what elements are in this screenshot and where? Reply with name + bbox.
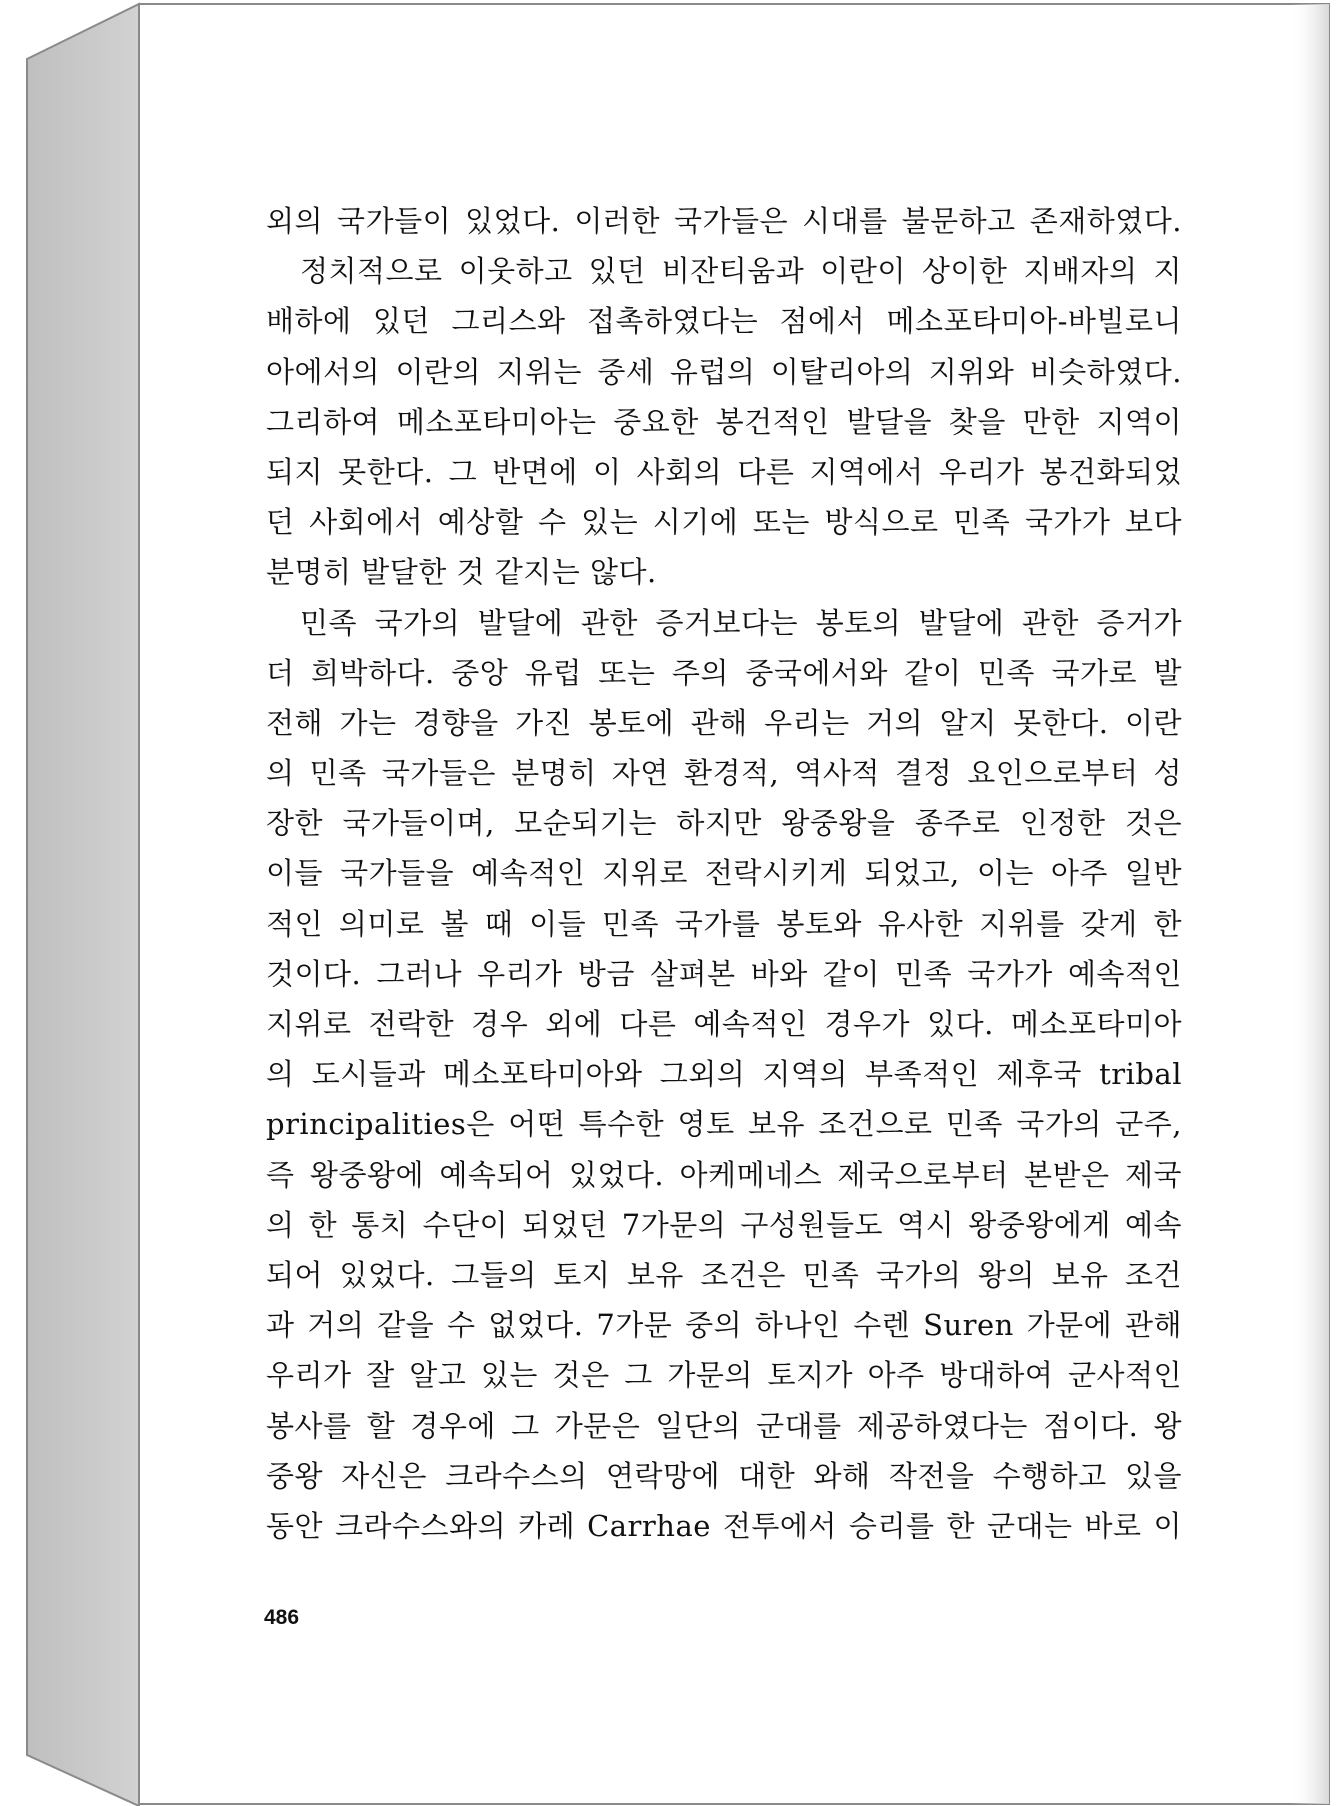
text-line: 동안 크라수스와의 카레 Carrhae 전투에서 승리를 한 군대는 바로 이: [266, 1508, 1182, 1543]
text-line: 되지 못한다. 그 반면에 이 사회의 다른 지역에서 우리가 봉건화되었: [266, 454, 1182, 489]
text-line: 장한 국가들이며, 모순되기는 하지만 왕중왕을 종주로 인정한 것은: [266, 806, 1182, 841]
text-line: 외의 국가들이 있었다. 이러한 국가들은 시대를 불문하고 존재하였다.: [266, 204, 1182, 238]
text-line: 더 희박하다. 중앙 유럽 또는 주의 중국에서와 같이 민족 국가로 발: [266, 655, 1182, 690]
text-line: 아에서의 이란의 지위는 중세 유럽의 이탈리아의 지위와 비슷하였다.: [266, 354, 1182, 389]
text-line: 전해 가는 경향을 가진 봉토에 관해 우리는 거의 알지 못한다. 이란: [266, 705, 1182, 740]
page-number: 486: [264, 1606, 300, 1629]
text-line: 과 거의 같을 수 없었다. 7가문 중의 하나인 수렌 Suren 가문에 관해: [266, 1308, 1182, 1343]
text-line: 적인 의미로 볼 때 이들 민족 국가를 봉토와 유사한 지위를 갖게 한: [266, 906, 1182, 941]
text-line: 배하에 있던 그리스와 접촉하였다는 점에서 메소포타미아-바빌로니: [266, 304, 1182, 339]
page-edge-shadow: [1290, 4, 1329, 1804]
text-line: 되어 있었다. 그들의 토지 보유 조건은 민족 국가의 왕의 보유 조건: [266, 1257, 1182, 1292]
text-line: 그리하여 메소포타미아는 중요한 봉건적인 발달을 찾을 만한 지역이: [266, 404, 1182, 439]
text-line: 던 사회에서 예상할 수 있는 시기에 또는 방식으로 민족 국가가 보다: [266, 505, 1182, 540]
text-line: 지위로 전락한 경우 외에 다른 예속적인 경우가 있다. 메소포타미아: [266, 1007, 1182, 1041]
text-line: 것이다. 그러나 우리가 방금 살펴본 바와 같이 민족 국가가 예속적인: [266, 956, 1182, 991]
text-line: 민족 국가의 발달에 관한 증거보다는 봉토의 발달에 관한 증거가: [300, 605, 1182, 640]
text-line: 정치적으로 이웃하고 있던 비잔티움과 이란이 상이한 지배자의 지: [300, 254, 1182, 289]
text-line: 이들 국가들을 예속적인 지위로 전락시키게 되었고, 이는 아주 일반: [266, 856, 1182, 891]
text-line: principalities은 어떤 특수한 영토 보유 조건으로 민족 국가의 군주,: [266, 1107, 1182, 1142]
text-line: 의 민족 국가들은 분명히 자연 환경적, 역사적 결정 요인으로부터 성: [266, 756, 1182, 791]
page-text-block: [266, 196, 1182, 1551]
text-line: 중왕 자신은 크라수스의 연락망에 대한 와해 작전을 수행하고 있을: [266, 1458, 1182, 1493]
text-line: 즉 왕중왕에 예속되어 있었다. 아케메네스 제국으로부터 본받은 제국: [266, 1157, 1182, 1192]
text-line: 의 한 통치 수단이 되었던 7가문의 구성원들도 역시 왕중왕에게 예속: [266, 1207, 1182, 1242]
book-side-panel: [27, 4, 139, 1806]
text-line: 봉사를 할 경우에 그 가문은 일단의 군대를 제공하였다는 점이다. 왕: [266, 1408, 1182, 1443]
text-line: 분명히 발달한 것 같지는 않다.: [266, 555, 657, 590]
text-line: 의 도시들과 메소포타미아와 그외의 지역의 부족적인 제후국 tribal: [266, 1057, 1182, 1092]
text-line: 우리가 잘 알고 있는 것은 그 가문의 토지가 아주 방대하여 군사적인: [266, 1358, 1182, 1393]
